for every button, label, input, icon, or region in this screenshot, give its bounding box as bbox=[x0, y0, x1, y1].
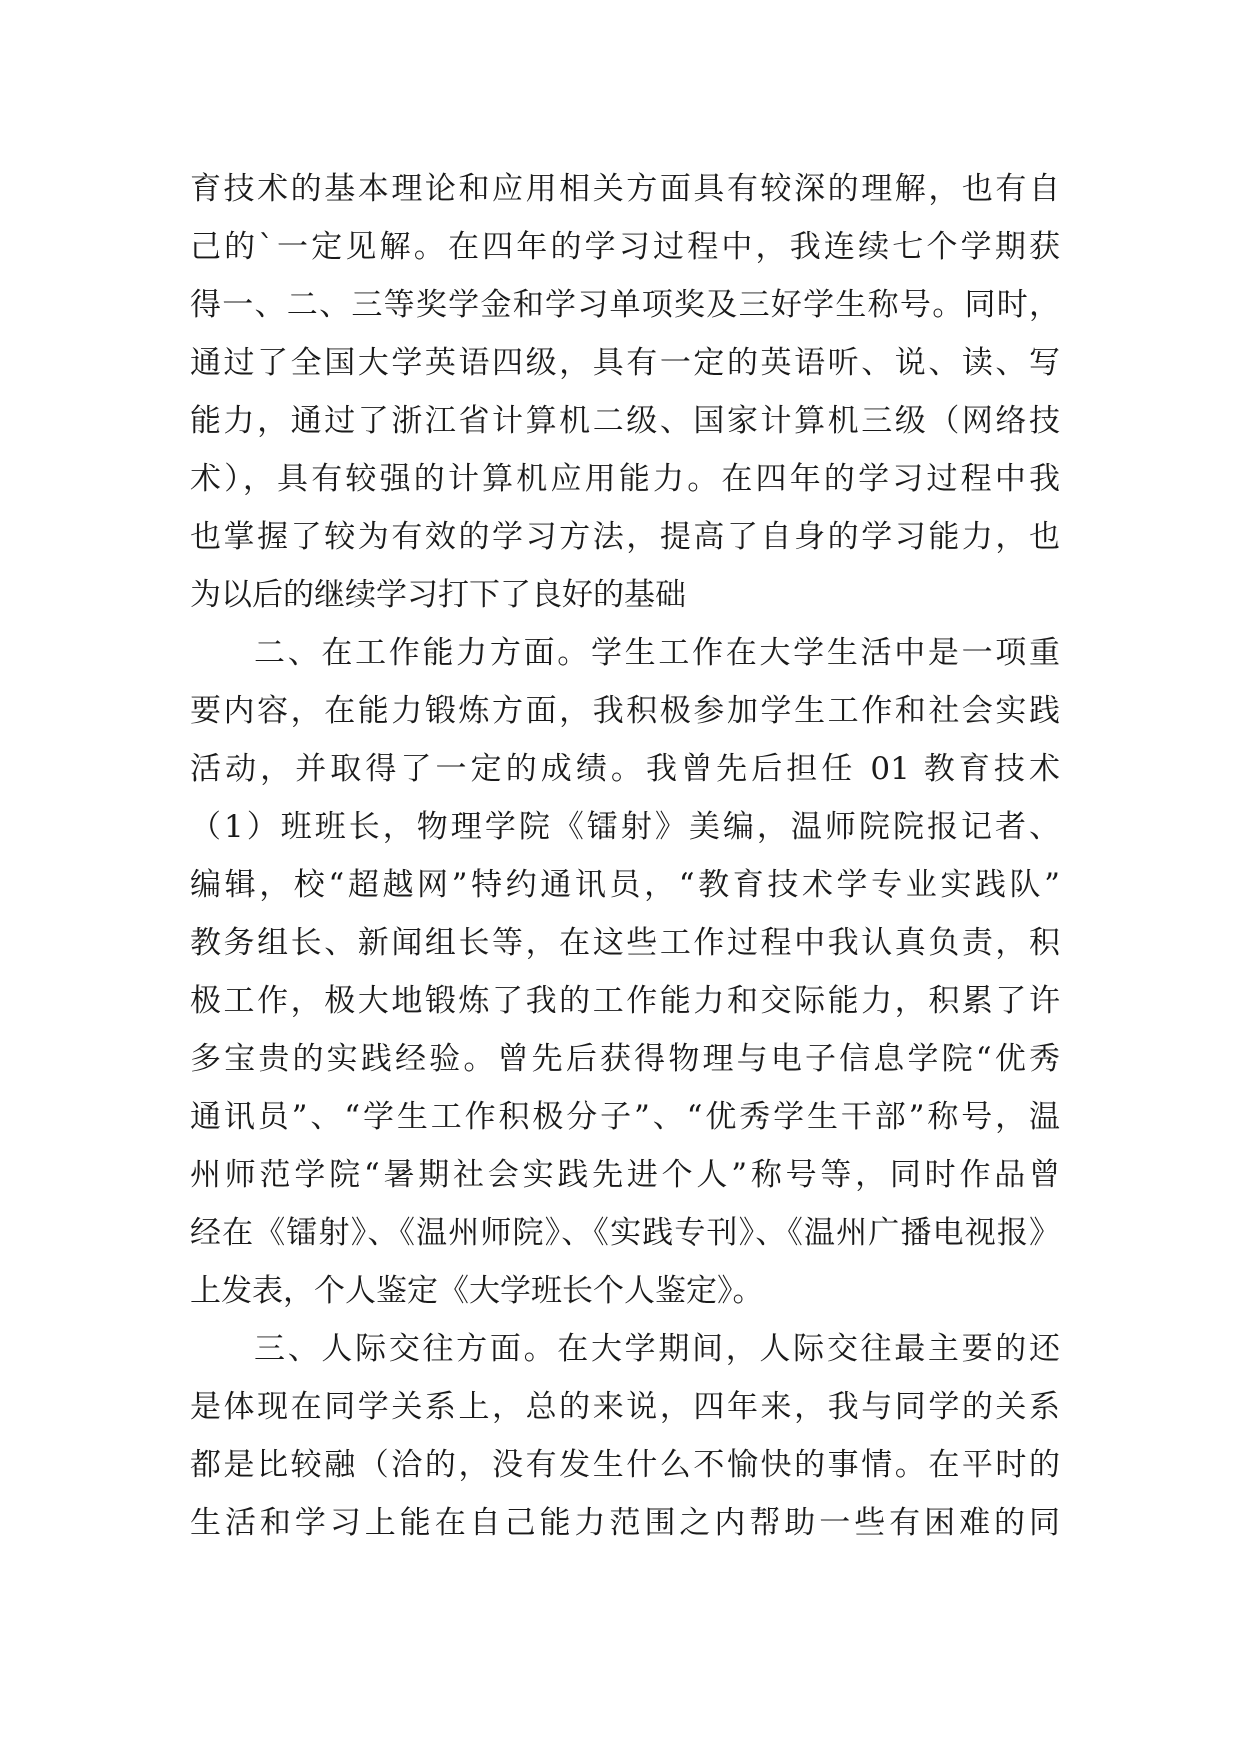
text-line: 己的`一定见解。在四年的学习过程中，我连续七个学期获 bbox=[190, 229, 1060, 265]
text-line: 是体现在同学关系上，总的来说，四年来，我与同学的关系 bbox=[190, 1389, 1060, 1425]
paragraph-interpersonal bbox=[190, 1320, 1060, 1552]
text-line: 三、人际交往方面。在大学期间，人际交往最主要的还 bbox=[254, 1331, 1060, 1367]
text-line: 经在《镭射》、《温州师院》、《实践专刊》、《温州广播电视报》 bbox=[190, 1215, 1060, 1251]
text-line: 都是比较融（洽的，没有发生什么不愉快的事情。在平时的 bbox=[190, 1447, 1060, 1483]
text-line: 通过了全国大学英语四级，具有一定的英语听、说、读、写 bbox=[190, 345, 1060, 381]
text-line: 教务组长、新闻组长等，在这些工作过程中我认真负责，积 bbox=[190, 925, 1060, 961]
body-text bbox=[190, 160, 1060, 1552]
text-line: 多宝贵的实践经验。曾先后获得物理与电子信息学院“优秀 bbox=[190, 1041, 1060, 1077]
text-line: 编辑，校“超越网”特约通讯员，“教育技术学专业实践队” bbox=[190, 867, 1060, 903]
text-line: 上发表，个人鉴定《大学班长个人鉴定》。 bbox=[190, 1273, 764, 1309]
text-line: 极工作，极大地锻炼了我的工作能力和交际能力，积累了许 bbox=[190, 983, 1060, 1019]
text-line: 能力，通过了浙江省计算机二级、国家计算机三级（网络技 bbox=[190, 403, 1060, 439]
text-line: 也掌握了较为有效的学习方法，提高了自身的学习能力，也 bbox=[190, 519, 1060, 555]
text-line: 得一、二、三等奖学金和学习单项奖及三好学生称号。同时， bbox=[190, 287, 1060, 323]
text-line: 二、在工作能力方面。学生工作在大学生活中是一项重 bbox=[254, 635, 1060, 671]
text-line: 为以后的继续学习打下了良好的基础 bbox=[190, 577, 686, 613]
text-line: （1）班班长，物理学院《镭射》美编，温师院院报记者、 bbox=[190, 809, 1060, 845]
text-line: 活动，并取得了一定的成绩。我曾先后担任 01 教育技术 bbox=[190, 751, 1060, 787]
text-line: 要内容，在能力锻炼方面，我积极参加学生工作和社会实践 bbox=[190, 693, 1060, 729]
text-line: 育技术的基本理论和应用相关方面具有较深的理解，也有自 bbox=[190, 171, 1060, 207]
paragraph-education bbox=[190, 160, 1060, 624]
paragraph-work-ability bbox=[190, 624, 1060, 1320]
text-line: 术），具有较强的计算机应用能力。在四年的学习过程中我 bbox=[190, 461, 1060, 497]
text-line: 州师范学院“暑期社会实践先进个人”称号等，同时作品曾 bbox=[190, 1157, 1060, 1193]
text-line: 通讯员”、“学生工作积极分子”、“优秀学生干部”称号，温 bbox=[190, 1099, 1060, 1135]
text-line: 生活和学习上能在自己能力范围之内帮助一些有困难的同 bbox=[190, 1505, 1060, 1541]
